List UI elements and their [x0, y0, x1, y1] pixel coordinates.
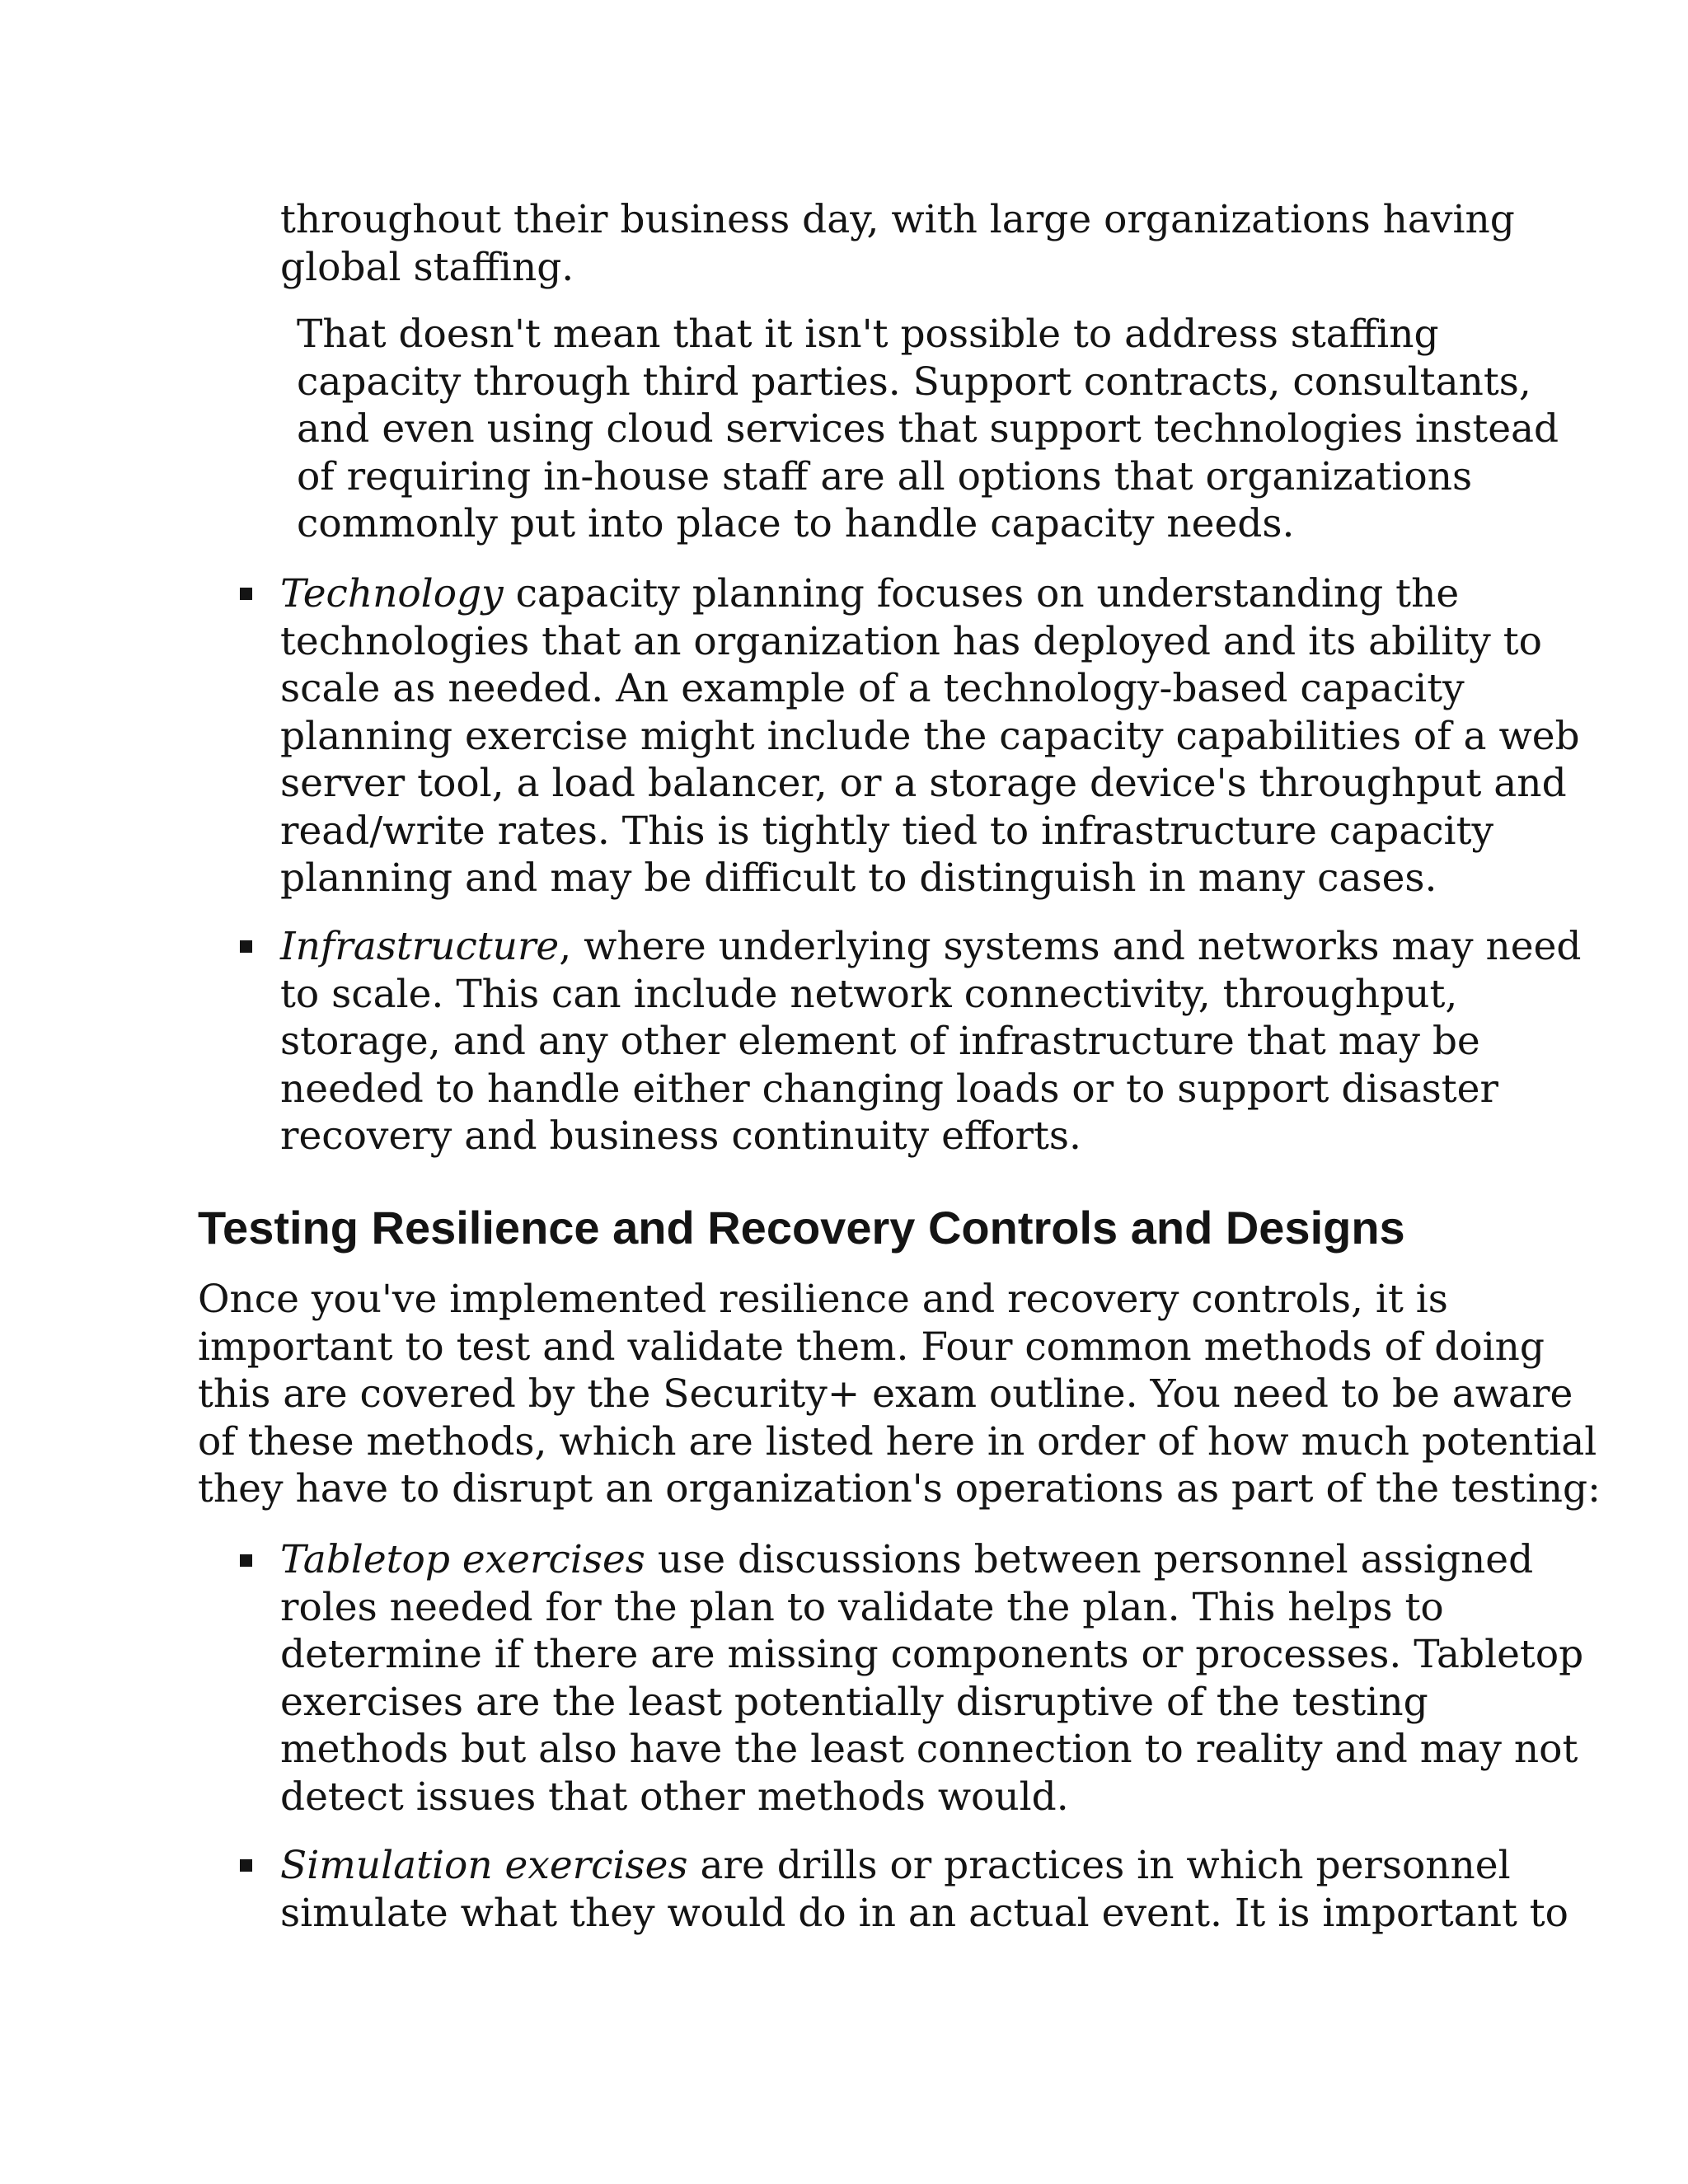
text-line: storage, and any other element of infrastructure that may be: [280, 1019, 1480, 1064]
text-line: planning exercise might include the capacity capabilities of a web: [280, 713, 1580, 759]
text-line: and even using cloud services that support technologies instead: [297, 406, 1559, 452]
bullet-text: capacity planning focuses on understanding the: [503, 571, 1460, 616]
bullet-term: Technology: [280, 571, 504, 616]
text-line: recovery and business continuity efforts.: [280, 1113, 1081, 1159]
text-line: read/write rates. This is tightly tied to infrastructure capacity: [280, 808, 1494, 854]
text-line: Once you've implemented resilience and recovery controls, it is: [198, 1277, 1448, 1322]
text-line: important to test and validate them. Four common methods of doing: [198, 1324, 1545, 1370]
text-line: [280, 1842, 1568, 1890]
bullet-square-icon: [240, 1859, 252, 1872]
bullet-term: Tabletop exercises: [280, 1537, 645, 1582]
text-line: to scale. This can include network connectivity, throughput,: [280, 971, 1458, 1017]
text-line: [280, 923, 1581, 971]
text-line: of requiring in-house staff are all options that organizations: [297, 453, 1473, 499]
bullet-text: , where underlying systems and networks may need: [559, 924, 1582, 969]
note-paragraph: [297, 311, 1559, 548]
bullet-term: Simulation exercises: [280, 1843, 688, 1888]
continuation-paragraph: [280, 196, 1515, 291]
text-line: capacity through third parties. Support contracts, consultants,: [297, 359, 1531, 405]
text-line: global staffing.: [280, 244, 574, 290]
bullet-text: use discussions between personnel assigned: [645, 1537, 1534, 1582]
bullet-item-technology: [280, 570, 1580, 902]
bullet-square-icon: [240, 588, 252, 600]
text-line: planning and may be difficult to distinguish in many cases.: [280, 855, 1437, 901]
text-line: this are covered by the Security+ exam outline. You need to be aware: [198, 1371, 1573, 1417]
text-line: determine if there are missing components or processes. Tabletop: [280, 1632, 1584, 1677]
text-line: That doesn't mean that it isn't possible to address staffing: [297, 312, 1439, 357]
text-line: technologies that an organization has deployed and its ability to: [280, 618, 1542, 664]
bullet-square-icon: [240, 940, 252, 953]
text-line: [280, 570, 1580, 618]
text-line: of these methods, which are listed here in order of how much potential: [198, 1418, 1597, 1465]
text-line: commonly put into place to handle capacity needs.: [297, 501, 1295, 546]
text-line: simulate what they would do in an actual event. It is important to: [280, 1890, 1568, 1936]
text-line: [280, 1536, 1583, 1584]
text-line: scale as needed. An example of a technology-based capacity: [280, 666, 1465, 711]
text-line: server tool, a load balancer, or a storage device's throughput and: [280, 761, 1567, 806]
text-line: exercises are the least potentially disruptive of the testing: [280, 1679, 1428, 1725]
bullet-square-icon: [240, 1554, 252, 1567]
bullet-text: are drills or practices in which personnel: [687, 1843, 1511, 1888]
intro-paragraph: [198, 1276, 1601, 1513]
text-line: roles needed for the plan to validate the plan. This helps to: [280, 1584, 1444, 1630]
section-heading: Testing Resilience and Recovery Controls and Designs: [198, 1202, 1405, 1254]
text-line: detect issues that other methods would.: [280, 1774, 1069, 1820]
bullet-item-tabletop-exercises: [280, 1536, 1583, 1821]
text-line: needed to handle either changing loads or to support disaster: [280, 1066, 1498, 1112]
text-line: methods but also have the least connection to reality and may not: [280, 1727, 1578, 1772]
bullet-term: Infrastructure: [280, 924, 560, 969]
bullet-item-simulation-exercises: [280, 1842, 1568, 1937]
text-line: throughout their business day, with large organizations having: [280, 197, 1515, 242]
bullet-item-infrastructure: [280, 923, 1581, 1160]
text-line: they have to disrupt an organization's operations as part of the testing:: [198, 1466, 1601, 1511]
